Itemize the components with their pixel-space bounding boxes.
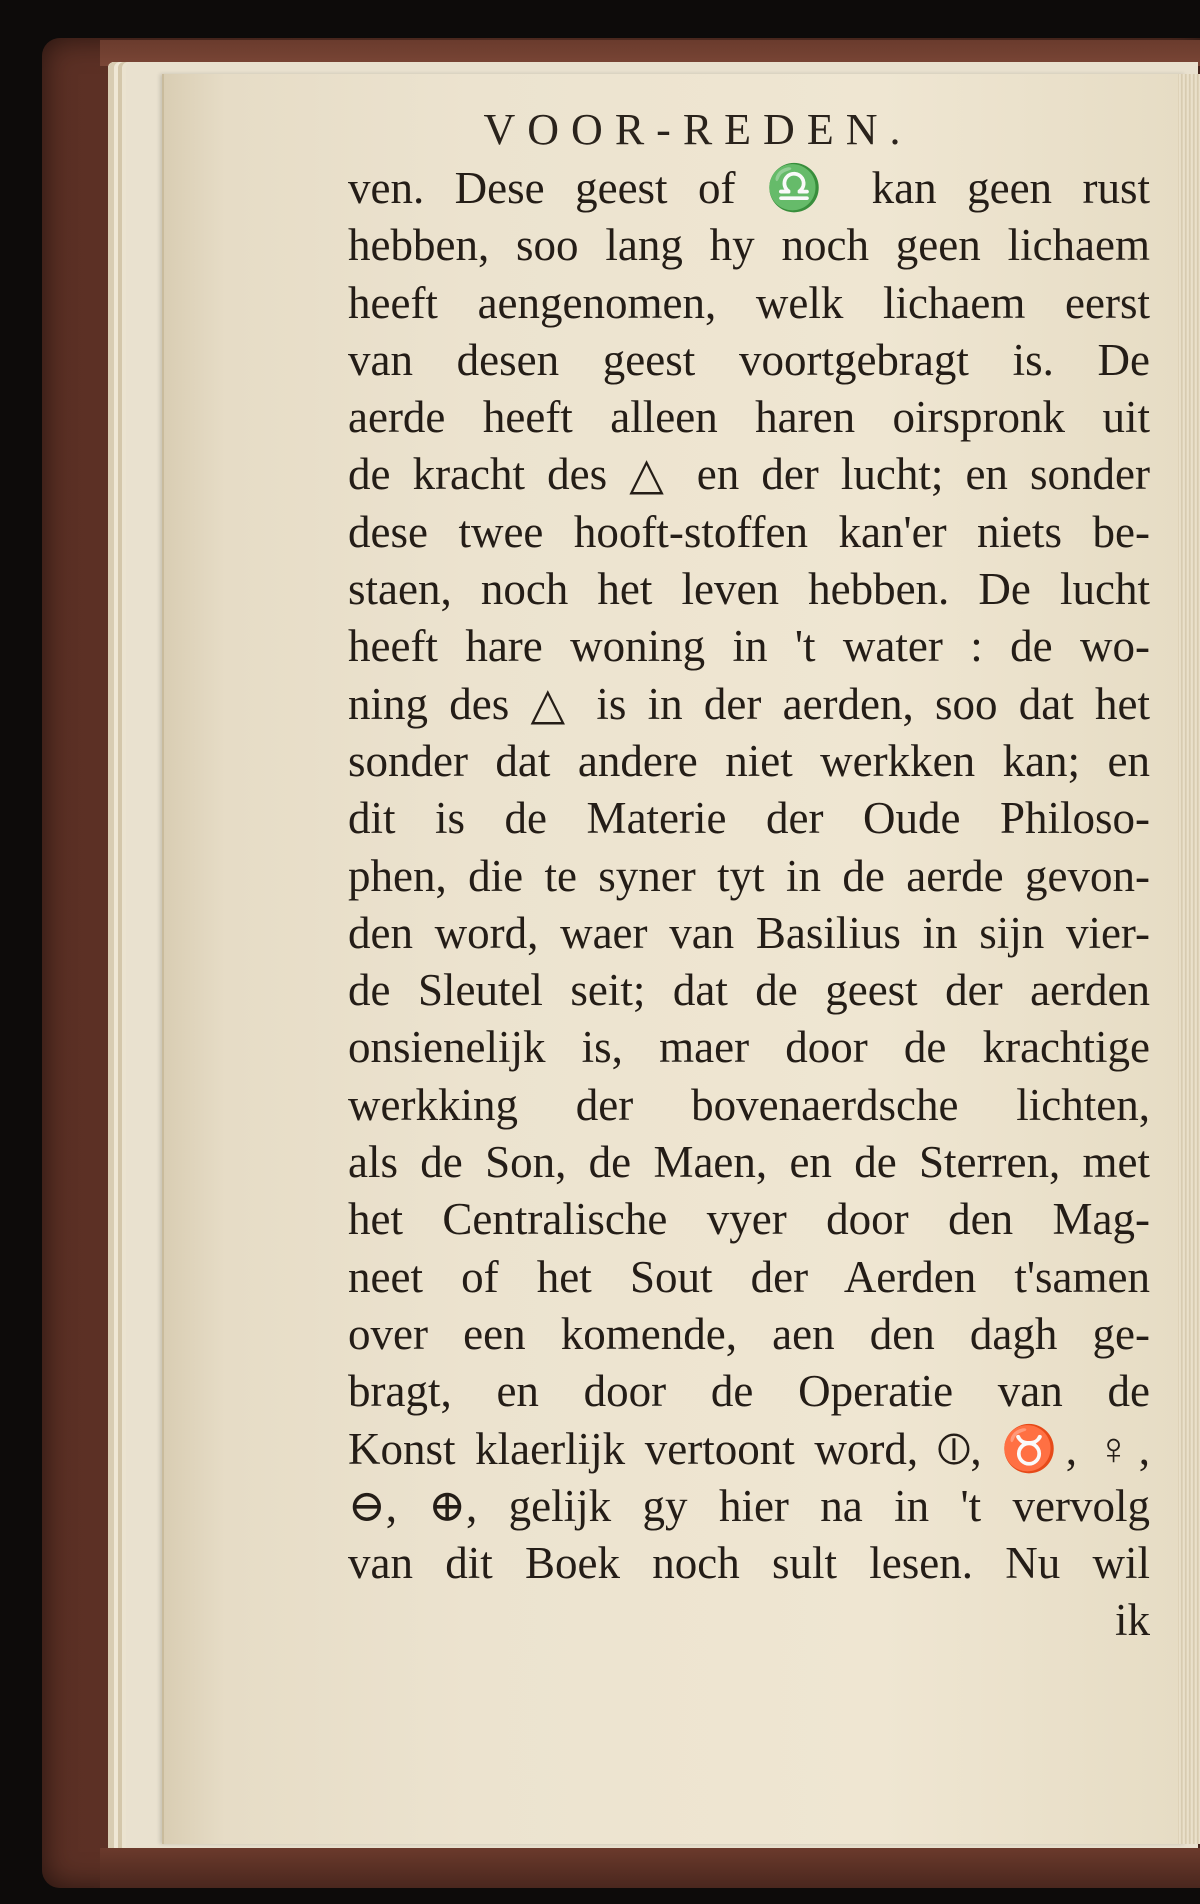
text-line: sonder dat andere niet werkken kan; en [348, 735, 1150, 786]
text-line: den word, waer van Basilius in sijn vier- [348, 907, 1150, 958]
text-lines [188, 160, 1178, 1592]
text-line: hebben, soo lang hy noch geen lichaem [348, 220, 1150, 271]
fore-edge [1178, 74, 1200, 1844]
text-line: bragt, en door de Operatie van de [348, 1366, 1150, 1417]
text-line: werkking der bovenaerdsche lichten, [348, 1079, 1150, 1130]
text-line: neet of het Sout der Aerden t'samen [348, 1251, 1150, 1302]
text-line: heeft aengenomen, welk lichaem eerst [348, 277, 1150, 328]
text-line: phen, die te syner tyt in de aerde gevon- [348, 850, 1150, 901]
text-line: de kracht des △ en der lucht; en sonder [348, 449, 1150, 500]
text-line: van desen geest voortgebragt is. De [348, 334, 1150, 385]
text-line: de Sleutel seit; dat de geest der aerden [348, 965, 1150, 1016]
text-line: onsienelijk is, maer door de krachtige [348, 1022, 1150, 1073]
running-head: VOOR-REDEN. [483, 105, 913, 154]
text-line: ⊖, ⊕, gelijk gy hier na in 't vervolg [348, 1480, 1150, 1531]
text-line: over een komende, aen den dagh ge- [348, 1308, 1150, 1359]
text-line: van dit Boek noch sult lesen. Nu wil [348, 1538, 1150, 1589]
cover-bottom-edge [100, 1848, 1200, 1888]
text-line: het Centralische vyer door den Mag- [348, 1194, 1150, 1245]
catchword: ik [1114, 1595, 1150, 1646]
text-line: Konst klaerlijk vertoont word, ⦶, ♉, ♀, [348, 1423, 1150, 1474]
text-line: staen, noch het leven hebben. De lucht [348, 564, 1150, 615]
text-line: dit is de Materie der Oude Philoso- [348, 793, 1150, 844]
text-line: ning des △ is in der aerden, soo dat het [348, 678, 1150, 729]
text-line: als de Son, de Maen, en de Sterren, met [348, 1137, 1150, 1188]
text-line: aerde heeft alleen haren oirspronk uit [348, 392, 1150, 443]
page-text [188, 100, 1178, 1649]
text-line: dese twee hooft-stoffen kan'er niets be- [348, 506, 1150, 557]
text-line: heeft hare woning in 't water : de wo- [348, 621, 1150, 672]
text-line: ven. Dese geest of ♎ kan geen rust [348, 163, 1150, 213]
